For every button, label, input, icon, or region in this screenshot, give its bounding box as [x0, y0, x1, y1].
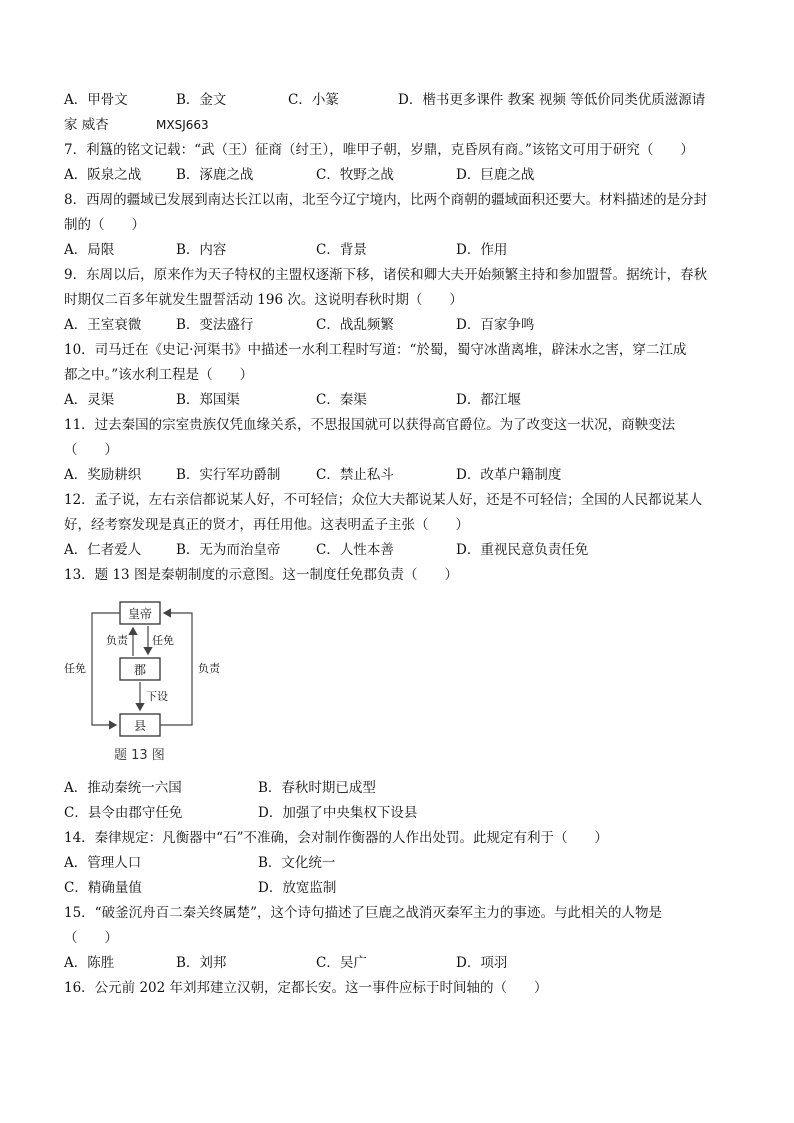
q6-option-c: C．小篆: [288, 92, 339, 108]
q8-option-b: B．内容: [176, 242, 227, 258]
q10-option-b: B．郑国渠: [176, 392, 240, 408]
diagram-box-commandery: 郡: [133, 663, 146, 677]
q15-stem-line1: 15．“破釜沉舟百二秦关终属楚”，这个诗句描述了巨鹿之战消灭秦军主力的事迹。与此相关的人物是: [64, 905, 662, 921]
q7-option-b: B．涿鹿之战: [176, 167, 254, 183]
q8-stem-line2: 制的（ ）: [64, 217, 145, 233]
diagram-label-down: 下设: [146, 690, 168, 703]
q9-stem-line2: 时期仅二百多年就发生盟誓活动 196 次。这说明春秋时期（ ）: [64, 292, 463, 308]
diagram-caption: 题 13 图: [114, 748, 165, 763]
q6-option-d-continued: 家 威杏: [64, 117, 109, 133]
q12-option-b: B．无为而治皇帝: [176, 542, 281, 558]
q11-option-a: A．奖励耕织: [64, 467, 142, 483]
q8-option-d: D．作用: [456, 242, 508, 258]
q13-option-b: B．春秋时期已成型: [258, 780, 376, 796]
diagram-box-county: 县: [133, 719, 146, 733]
q10-stem-line1: 10．司马迁在《史记·河渠书》中描述一水利工程时写道：“於蜀，蜀守冰凿离堆，辟沫水之害，穿二江成: [64, 342, 687, 358]
q8-stem-line1: 8．西周的疆域已发展到南达长江以南，北至今辽宁境内，比两个商朝的疆域面积还要大。材料描述的是分封: [64, 192, 708, 208]
q11-stem-line2: （ ）: [64, 442, 118, 458]
q15-option-a: A．陈胜: [64, 955, 115, 971]
q9-option-c: C．战乱频繁: [316, 317, 394, 333]
q14-option-b: B．文化统一: [258, 855, 336, 871]
q11-option-b: B．实行军功爵制: [176, 467, 281, 483]
q6-option-a: A．甲骨文: [64, 92, 128, 108]
q7-option-a: A．阪泉之战: [64, 167, 142, 183]
q13-option-d: D．加强了中央集权下设县: [258, 805, 418, 821]
q12-stem-line1: 12．孟子说，左右亲信都说某人好，不可轻信；众位大夫都说某人好，还是不可轻信；全国的人民都说某人: [64, 492, 703, 508]
q13-option-c: C．县令由郡守任免: [64, 805, 183, 821]
q6-option-d: D．楷书更多课件 教案 视频 等低价同类优质滋源请: [398, 92, 706, 108]
q8-option-c: C．背景: [316, 242, 367, 258]
q15-option-c: C．吴广: [316, 955, 367, 971]
q9-option-b: B．变法盛行: [176, 317, 254, 333]
q7-stem: 7．利簋的铭文记载：“武（王）征商（纣王），唯甲子朝，岁鼎，克昏夙有商。”该铭文可用于研究（ ）: [64, 142, 694, 158]
q14-option-a: A．管理人口: [64, 855, 142, 871]
q9-option-d: D．百家争鸣: [456, 317, 535, 333]
q12-stem-line2: 好，经考察发现是真正的贤才，再任用他。这表明孟子主张（ ）: [64, 517, 469, 533]
q9-stem-line1: 9．东周以后，原来作为天子特权的主盟权逐渐下移，诸侯和卿大夫开始频繁主持和参加盟誓。据统计，春秋: [64, 267, 708, 283]
q13-option-a: A．推动秦统一六国: [64, 780, 182, 796]
q15-option-d: D．项羽: [456, 955, 508, 971]
diagram-box-emperor: 皇帝: [127, 607, 152, 621]
q7-option-c: C．牧野之战: [316, 167, 394, 183]
q13-diagram: [62, 596, 232, 766]
q12-option-a: A．仁者爱人: [64, 542, 142, 558]
q11-option-d: D．改革户籍制度: [456, 467, 562, 483]
q12-option-c: C．人性本善: [316, 542, 394, 558]
q16-stem: 16．公元前 202 年刘邦建立汉朝，定都长安。这一事件应标于时间轴的（ ）: [64, 980, 548, 996]
q12-option-d: D．重视民意负责任免: [456, 542, 589, 558]
diagram-label-inner-left: 负责: [106, 634, 128, 647]
q13-stem: 13．题 13 图是秦朝制度的示意图。这一制度任免郡负责（ ）: [64, 567, 458, 583]
q9-option-a: A．王室衰微: [64, 317, 142, 333]
q7-option-d: D．巨鹿之战: [456, 167, 535, 183]
diagram-label-left: 任免: [64, 662, 86, 675]
q14-option-d: D．放宽监制: [258, 880, 337, 896]
q8-option-a: A．局限: [64, 242, 115, 258]
q14-option-c: C．精确量值: [64, 880, 142, 896]
q11-stem-line1: 11．过去秦国的宗室贵族仅凭血缘关系，不思报国就可以获得高官爵位。为了改变这一状况，商鞅变法: [64, 417, 676, 433]
diagram-label-right: 负责: [198, 662, 220, 675]
q10-option-c: C．秦渠: [316, 392, 367, 408]
q14-stem: 14．秦律规定：凡衡器中“石”不准确，会对制作衡器的人作出处罚。此规定有利于（ ）: [64, 830, 608, 846]
q10-option-a: A．灵渠: [64, 392, 115, 408]
q6-option-b: B．金文: [176, 92, 227, 108]
q15-stem-line2: （ ）: [64, 930, 118, 946]
q11-option-c: C．禁止私斗: [316, 467, 394, 483]
q15-option-b: B．刘邦: [176, 955, 227, 971]
q10-option-d: D．都江堰: [456, 392, 521, 408]
diagram-label-inner-right: 任免: [152, 634, 174, 647]
q10-stem-line2: 都之中。”该水利工程是（ ）: [64, 367, 254, 383]
watermark-code: MXSJ663: [156, 118, 209, 132]
